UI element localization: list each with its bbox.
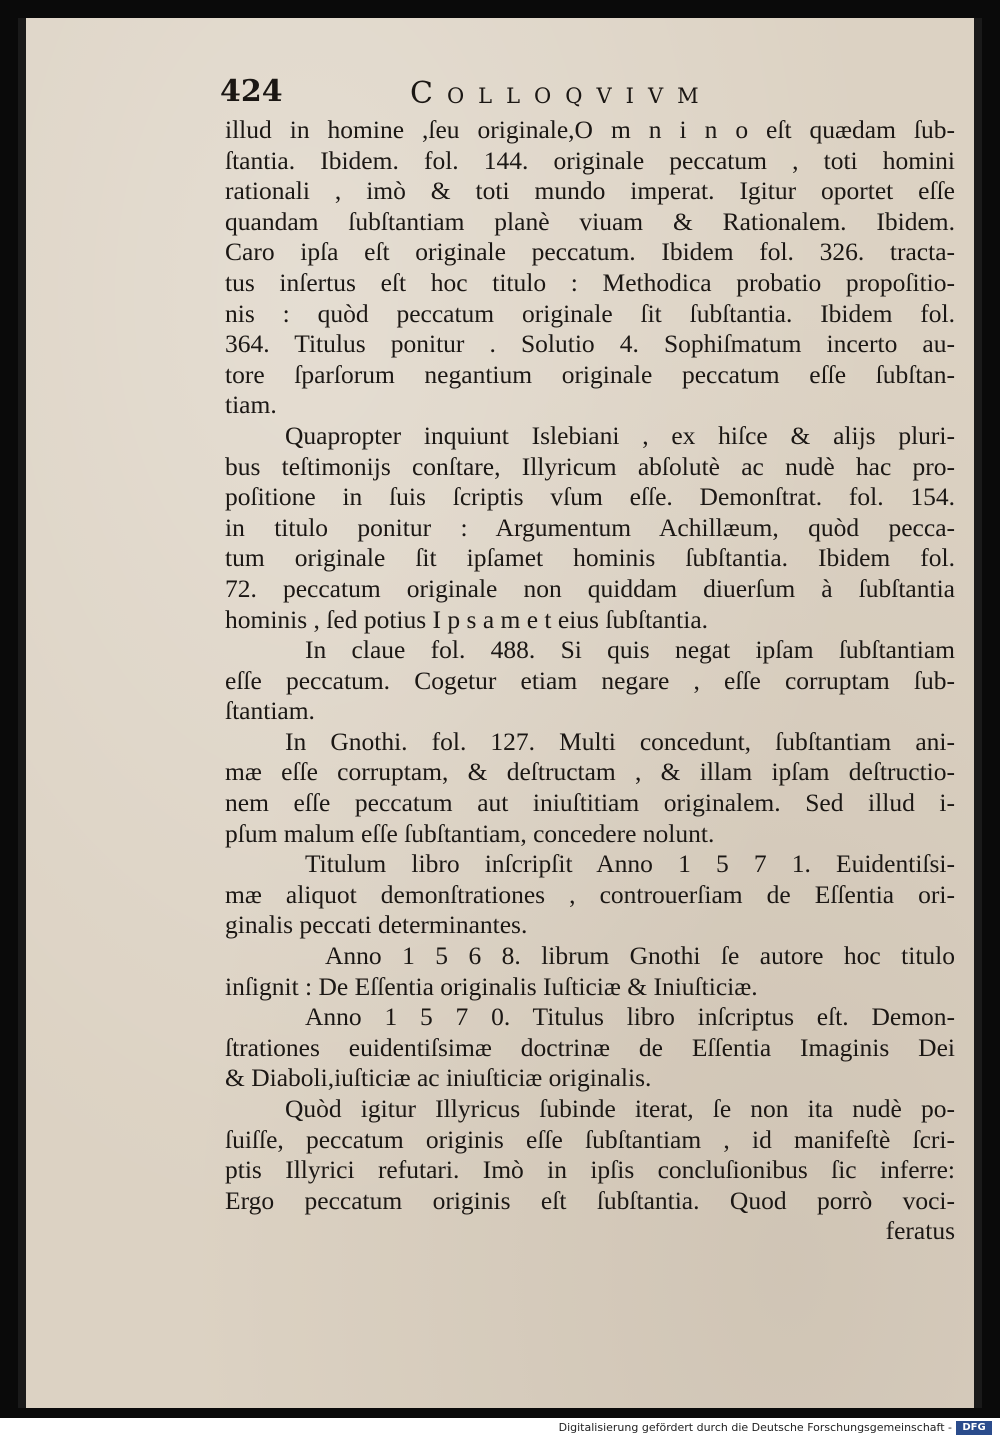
text-line: ſuiſſe, peccatum originis eſſe ſubſtantiam , id manifeſtè ſcri- xyxy=(225,1124,955,1154)
text-line: illud in homine ,ſeu originale,O m n i n o eſt quædam ſub- xyxy=(225,115,955,144)
digitization-footer xyxy=(0,1418,1000,1440)
text-line: ptis Illyrici refutari. Imò in ipſis concluſionibus ſic inferre: xyxy=(225,1155,955,1185)
text-line: rationali , imò & toti mundo imperat. Igitur oportet eſſe xyxy=(225,176,955,206)
text-line: Quapropter inquiunt Islebiani , ex hiſce & alijs pluri- xyxy=(285,420,955,450)
text-line: 364. Titulus ponitur . Solutio 4. Sophiſmatum incerto au- xyxy=(225,329,955,359)
text-line: ginalis peccati determinantes. xyxy=(225,910,528,940)
page-edge-left xyxy=(18,18,26,1408)
text-line: nem eſſe peccatum aut iniuſtitiam originalem. Sed illud i- xyxy=(225,788,955,818)
text-line: Ergo peccatum originis eſt ſubſtantia. Quod porrò voci- xyxy=(225,1185,955,1215)
text-line: tore ſparſorum negantium originale peccatum eſſe ſubſtan- xyxy=(225,359,955,389)
text-line: quandam ſubſtantiam planè viuam & Rationalem. Ibidem. xyxy=(225,206,955,236)
text-line: tiam. xyxy=(225,390,277,420)
page-header xyxy=(210,70,770,110)
text-line: pſum malum eſſe ſubſtantiam, concedere nolunt. xyxy=(225,818,715,848)
text-line: Caro ipſa eſt originale peccatum. Ibidem fol. 326. tracta- xyxy=(225,237,955,267)
text-line: & Diaboli,iuſticiæ ac iniuſticiæ originalis. xyxy=(225,1063,652,1093)
text-line: tus inſertus eſt hoc titulo : Methodica probatio propoſitio- xyxy=(225,267,955,297)
text-line: in titulo ponitur : Argumentum Achillæum, quòd pecca- xyxy=(225,512,955,542)
text-line: ſtrationes euidentiſsimæ doctrinæ de Eſſentia Imaginis Dei xyxy=(225,1032,955,1062)
text-line: nis : quòd peccatum originale ſit ſubſtantia. Ibidem fol. xyxy=(225,298,955,328)
body-text xyxy=(225,115,955,1247)
text-line: bus teſtimonijs conſtare, Illyricum abſolutè ac nudè hac pro- xyxy=(225,451,955,481)
text-line: ſtantia. Ibidem. fol. 144. originale peccatum , toti homini xyxy=(225,145,955,175)
running-title: Colloqvivm xyxy=(410,76,713,111)
text-line: Anno 1 5 7 0. Titulus libro inſcriptus eſt. Demon- xyxy=(305,1002,955,1032)
page-number: 424 xyxy=(220,74,283,109)
funding-credit: Digitalisierung gefördert durch die Deutsche Forschungsgemeinschaft - xyxy=(558,1421,952,1434)
text-line: tum originale ſit ipſamet hominis ſubſtantia. Ibidem fol. xyxy=(225,543,955,573)
dfg-logo-icon[interactable]: DFG xyxy=(956,1421,992,1435)
text-line: hominis , ſed potius I p s a m e t eius ſubſtantia. xyxy=(225,604,709,634)
text-line: mæ aliquot demonſtrationes , controuerſiam de Eſſentia ori- xyxy=(225,879,955,909)
text-line: poſitione in ſuis ſcriptis vſum eſſe. Demonſtrat. fol. 154. xyxy=(225,482,955,512)
text-line: In claue fol. 488. Si quis negat ipſam ſubſtantiam xyxy=(305,635,955,665)
catchword: feratus xyxy=(885,1216,955,1246)
text-line: ſtantiam. xyxy=(225,696,315,726)
text-line: Anno 1 5 6 8. librum Gnothi ſe autore hoc titulo xyxy=(325,941,955,971)
text-line: eſſe peccatum. Cogetur etiam negare , eſſe corruptam ſub- xyxy=(225,665,955,695)
text-line: 72. peccatum originale non quiddam diuerſum à ſubſtantia xyxy=(225,573,955,603)
text-line: Titulum libro inſcripſit Anno 1 5 7 1. Euidentiſsi- xyxy=(305,849,955,879)
text-line: inſignit : De Eſſentia originalis Iuſticiæ & Iniuſticiæ. xyxy=(225,971,758,1001)
page-edge-right xyxy=(974,18,982,1408)
text-line: In Gnothi. fol. 127. Multi concedunt, ſubſtantiam ani- xyxy=(285,726,955,756)
text-line: mæ eſſe corruptam, & deſtructam , & illam ipſam deſtructio- xyxy=(225,757,955,787)
text-line: Quòd igitur Illyricus ſubinde iterat, ſe non ita nudè po- xyxy=(285,1094,955,1123)
